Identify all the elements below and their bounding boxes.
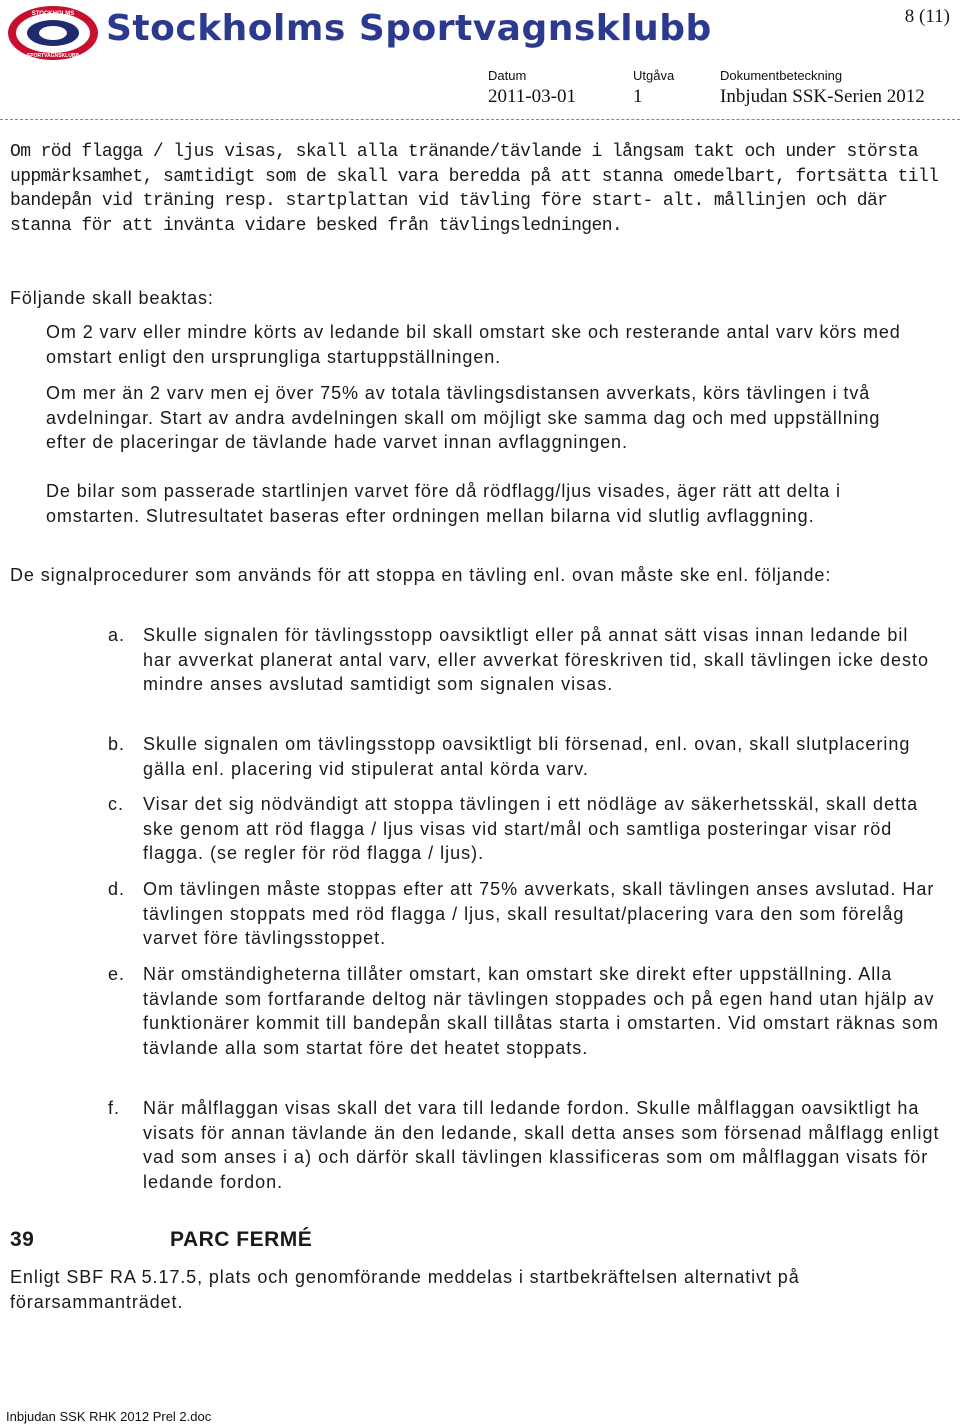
- page-number: 8 (11): [904, 6, 950, 27]
- item-letter: d.: [108, 879, 126, 899]
- item-letter: f.: [108, 1098, 121, 1118]
- item-letter: e.: [108, 964, 126, 984]
- item-text: När omständigheterna tillåter omstart, kan omstart ske direkt efter uppställning. Alla tävlande som fortfarande deltog när tävlingen stoppades och på egen hand utan hjälp av funktionärer kommit till bandepån skall tillåtas starta i omstarten. Vid omstart räknas som tävlande alla som startat före det heatet stoppats.: [143, 964, 939, 1059]
- club-logo: [6, 4, 100, 62]
- intro-paragraph: Om röd flagga / ljus visas, skall alla tränande/tävlande i långsam takt och under största uppmärksamhet, samtidigt som de skall vara beredda på att stanna omedelbart, fortsätta till bandepån vid träning resp. startplattan vid tävling före start- alt. mållinjen och där stanna för att invänta vidare besked från tävlingsledningen.: [10, 142, 939, 237]
- logo-text-top: STOCKHOLMS: [31, 11, 75, 17]
- list-item: [108, 732, 125, 757]
- item-text: När målflaggan visas skall det vara till ledande fordon. Skulle målflaggan oavsiktligt ha visats för annan tävlande än den ledande, skall detta anses som försenad målflagg enligt vad som anses i a) och därför skall tävlingen klassificeras som om målflaggan visats för ledande fordon.: [143, 1098, 940, 1193]
- doc-value: Inbjudan SSK-Serien 2012: [720, 86, 925, 107]
- edition-value: 1: [633, 86, 643, 107]
- section-text: Enligt SBF RA 5.17.5, plats och genomförande meddelas i startbekräftelsen alternativt på förarsammanträdet.: [10, 1267, 800, 1312]
- edition-label: Utgåva: [633, 68, 675, 83]
- signal-intro: De signalprocedurer som används för att stoppa en tävling enl. ovan måste ske enl. följande:: [10, 565, 832, 585]
- list-item: [108, 877, 125, 902]
- logo-text-bottom: SPORTVAGNSKLUBB: [26, 53, 80, 59]
- item-text: Skulle signalen för tävlingsstopp oavsiktligt eller på annat sätt visas innan ledande bil har avverkat planerat antal varv, eller avverkat föreskriven tid, skall tävlingen icke desto mindre anses avslutad samtidigt som signalen visas.: [143, 625, 929, 695]
- item-text: Skulle signalen om tävlingsstopp oavsiktligt bli försenad, enl. ovan, skall slutplacering gälla enl. placering vid stipulerat antal körda varv.: [143, 734, 911, 779]
- list-item: [108, 1096, 120, 1121]
- section-number: 39: [10, 1228, 35, 1251]
- date-label: Datum: [488, 68, 527, 83]
- date-value: 2011-03-01: [488, 86, 576, 107]
- list-item: [108, 962, 125, 987]
- item-letter: c.: [108, 794, 125, 814]
- section-title: PARC FERMÉ: [170, 1228, 313, 1251]
- item-text: Om tävlingen måste stoppas efter att 75% avverkats, skall tävlingen anses avslutad. Har tävlingen stoppats med röd flagga / ljus, skall resultat/placering vara den som förelåg varvet före tävlingsstoppet.: [143, 879, 935, 949]
- item-letter: b.: [108, 734, 126, 754]
- item-text: Visar det sig nödvändigt att stoppa tävlingen i ett nödläge av säkerhetsskäl, skall detta ske genom att röd flagga / ljus visas vid start/mål och samtliga posteringar visar röd flagga. (se regler för röd flagga / ljus).: [143, 794, 919, 864]
- considerations-heading: Följande skall beaktas:: [10, 288, 214, 308]
- doc-label: Dokumentbeteckning: [720, 68, 843, 83]
- rule-3: De bilar som passerade startlinjen varvet före då rödflagg/ljus visades, äger rätt att delta i omstarten. Slutresultatet baseras efter ordningen mellan bilarna vid slutlig avflaggning.: [46, 481, 841, 526]
- list-item: [108, 623, 125, 648]
- header-divider: [0, 119, 960, 120]
- rule-1: Om 2 varv eller mindre körts av ledande bil skall omstart ske och resterande antal varv körs med omstart enligt den ursprungliga startuppställningen.: [46, 322, 901, 367]
- item-letter: a.: [108, 625, 126, 645]
- club-title: Stockholms Sportvagnsklubb: [106, 8, 712, 49]
- rule-2: Om mer än 2 varv men ej över 75% av totala tävlingsdistansen avverkats, körs tävlingen i två avdelningar. Start av andra avdelningen skall om möjligt ske samma dag och med uppställning efter de placeringar de tävlande hade varvet innan avflaggningen.: [46, 383, 881, 453]
- footer-filename: Inbjudan SSK RHK 2012 Prel 2.doc: [6, 1409, 212, 1424]
- list-item: [108, 792, 124, 817]
